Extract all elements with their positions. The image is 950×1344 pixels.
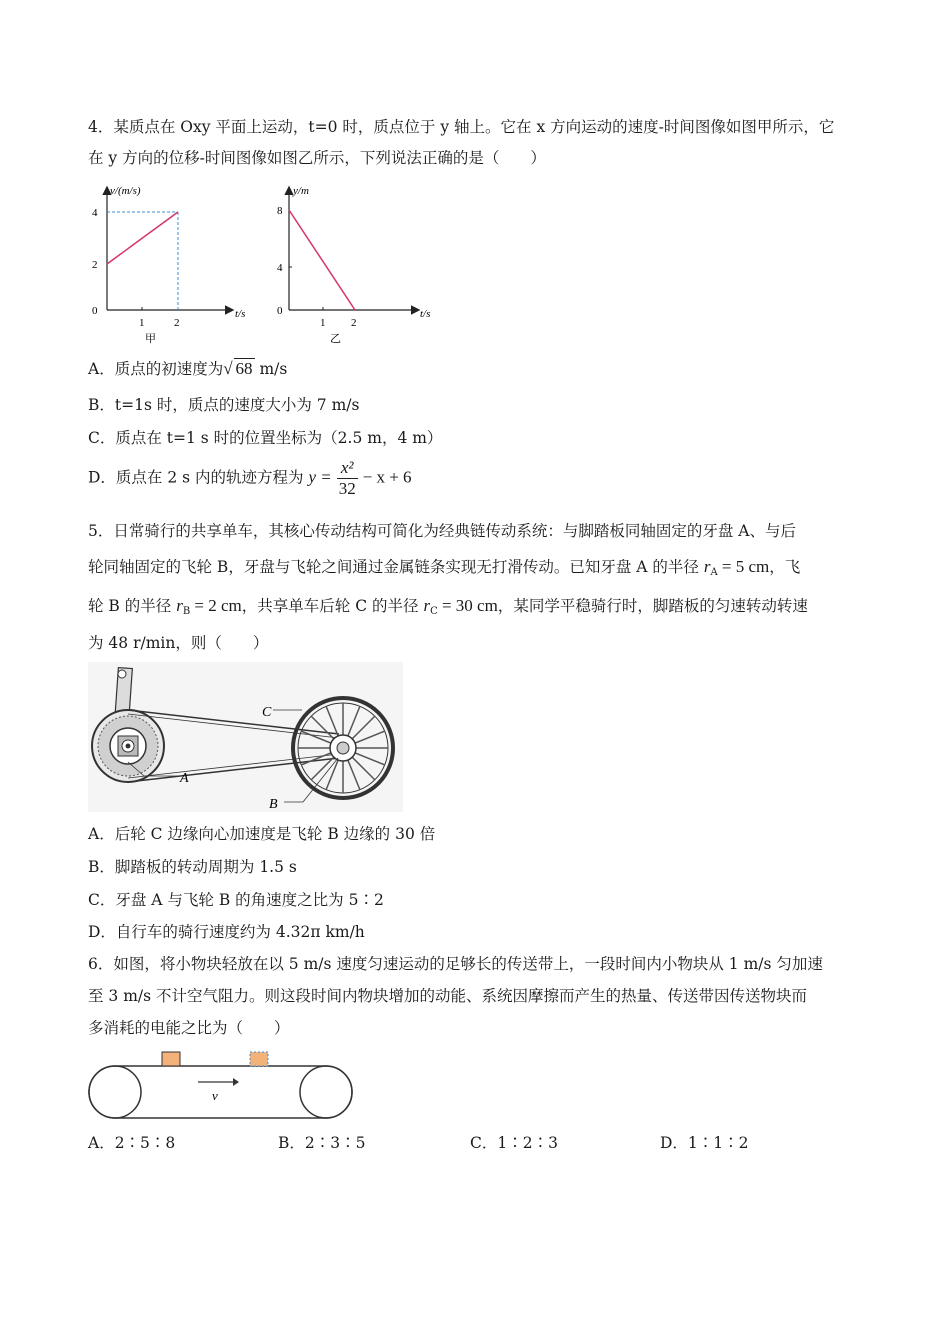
yi-xtick-1: 1	[320, 317, 326, 329]
jia-xlabel: t/s	[235, 308, 246, 320]
label-b: B	[269, 797, 278, 812]
label-c: C	[262, 705, 272, 720]
q4-option-c[interactable]: C．质点在 t=1 s 时的位置坐标为（2.5 m，4 m）	[88, 429, 443, 447]
block-initial	[162, 1052, 180, 1066]
bike-drive-figure	[88, 662, 403, 812]
q5-option-d[interactable]: D．自行车的骑行速度约为 4.32π km/h	[88, 923, 365, 941]
yi-graph-line	[289, 210, 355, 310]
fraction: $\frac{\text{x²}}{32}$	[338, 458, 356, 498]
jia-xtick-2: 2	[174, 317, 180, 329]
yi-ylabel: y/m	[293, 185, 309, 197]
yi-ytick-0: 0	[277, 305, 283, 317]
q4-option-b[interactable]: B．t=1s 时，质点的速度大小为 7 m/s	[88, 396, 360, 414]
q5-option-a[interactable]: A．后轮 C 边缘向心加速度是飞轮 B 边缘的 30 倍	[88, 825, 436, 843]
belt-velocity-label: v	[212, 1088, 218, 1103]
block-later	[250, 1052, 268, 1066]
q6-option-b[interactable]: B．2∶3∶5	[278, 1134, 366, 1152]
yi-ytick-4: 4	[277, 262, 283, 274]
q4-option-d[interactable]: D．质点在 2 s 内的轨迹方程为 y = $\frac{\text{x²}}{32}$ − x + 6	[88, 458, 412, 498]
q5-option-c[interactable]: C．牙盘 A 与飞轮 B 的角速度之比为 5∶2	[88, 891, 384, 909]
q4-line-2: 在 y 方向的位移-时间图像如图乙所示，下列说法正确的是（ ）	[88, 149, 546, 167]
jia-graph-line	[107, 212, 178, 264]
q4-option-a[interactable]: A．质点的初速度为√ 68 m/s	[88, 359, 288, 378]
jia-ylabel: v/(m/s)	[110, 185, 141, 197]
label-a: A	[180, 771, 189, 786]
yi-ytick-8: 8	[277, 205, 283, 217]
q6-option-a[interactable]: A．2∶5∶8	[88, 1134, 176, 1152]
q6-option-c[interactable]: C．1∶2∶3	[470, 1134, 558, 1152]
q6-line-2: 至 3 m/s 不计空气阻力。则这段时间内物块增加的动能、系统因摩擦而产生的热量、传送带因传送物块而	[88, 987, 808, 1005]
q5-line-4: 为 48 r/min，则（ ）	[88, 634, 269, 652]
graph-yi	[275, 180, 445, 345]
yi-caption: 乙	[330, 333, 341, 345]
q4-line-1: 4．某质点在 Oxy 平面上运动，t=0 时，质点位于 y 轴上。它在 x 方向运动的速度-时间图像如图甲所示，它	[88, 118, 835, 136]
conveyor-belt-figure	[88, 1048, 358, 1122]
q6-option-d[interactable]: D．1∶1∶2	[660, 1134, 749, 1152]
jia-caption: 甲	[145, 333, 156, 345]
q6-line-1: 6．如图，将小物块轻放在以 5 m/s 速度匀速运动的足够长的传送带上，一段时间内小物块从 1 m/s 匀加速	[88, 955, 823, 973]
q5-line-1: 5．日常骑行的共享单车，其核心传动结构可简化为经典链传动系统：与脚踏板同轴固定的牙盘 A、与后	[88, 522, 796, 540]
q5-line-2: 轮同轴固定的飞轮 B，牙盘与飞轮之间通过金属链条实现无打滑传动。已知牙盘 A 的半径 $r_A = 5$ cm，飞	[88, 557, 801, 578]
q5-line-3: 轮 B 的半径 $r_B = 2$ cm，共享单车后轮 C 的半径 $r_C = 30$ cm，某同学平稳骑行时，脚踏板的匀速转动转速	[88, 596, 808, 617]
jia-ytick-4: 4	[92, 207, 98, 219]
sqrt-68: 68	[235, 359, 253, 378]
yi-xlabel: t/s	[420, 308, 431, 320]
jia-ytick-2: 2	[92, 259, 98, 271]
q6-line-3: 多消耗的电能之比为（ ）	[88, 1019, 290, 1037]
jia-ytick-0: 0	[92, 305, 98, 317]
q5-option-b[interactable]: B．脚踏板的转动周期为 1.5 s	[88, 858, 297, 876]
graph-jia	[80, 180, 260, 345]
yi-xtick-2: 2	[351, 317, 357, 329]
jia-xtick-1: 1	[139, 317, 145, 329]
